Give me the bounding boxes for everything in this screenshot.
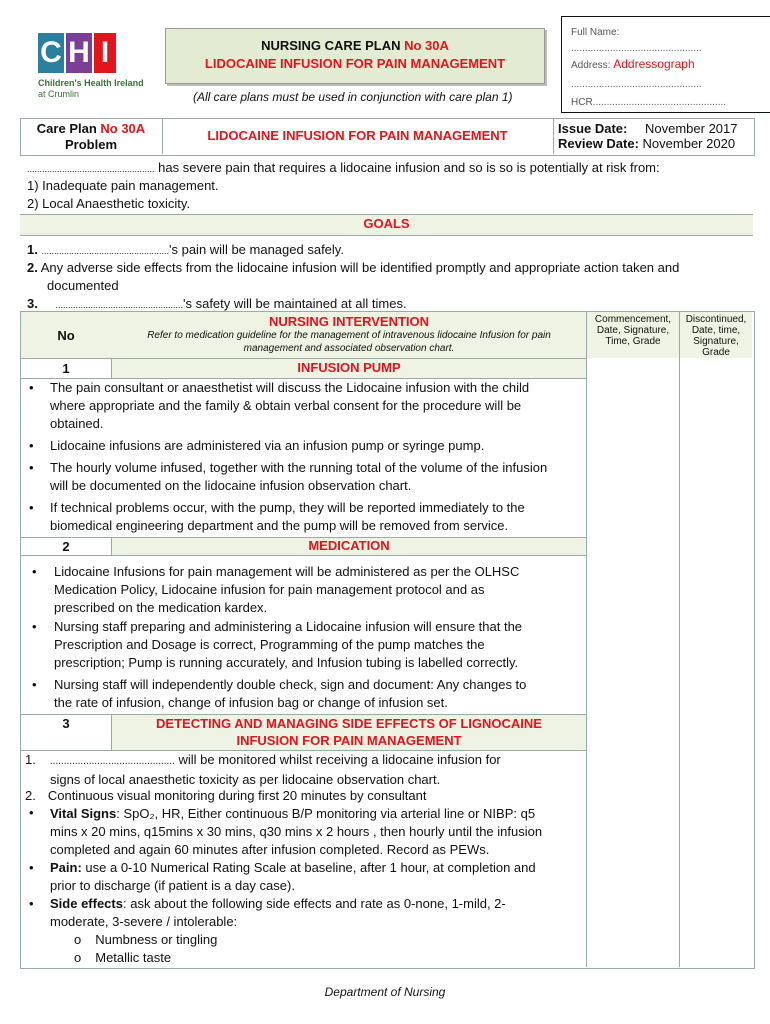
- bullet: •: [32, 677, 37, 692]
- goal-3: 3. ...................................................'s safety will be maintained at all times.: [27, 296, 407, 311]
- discontinued-column-header: Discontinued, Date, time, Signature, Grade: [685, 314, 747, 358]
- vital-signs: Vital Signs: SpO₂, HR, Either continuous B/P monitoring via arterial line or NIBP: q5 mins x 20 mins, q15mins x 30 mins, q30 mins x 2 hours , then hourly until the infusion completed and again 60 minutes after infusion completed. Record as PEWs.: [50, 806, 543, 857]
- title-line: NURSING CARE PLAN No 30A: [261, 38, 449, 53]
- intervention-reference: Refer to medication guideline for the management of intravenous lidocaine Infusion for pain management and associated observation chart.: [147, 330, 551, 354]
- patient-id-box: [561, 16, 770, 113]
- section-3-number: 3: [62, 716, 70, 731]
- goal-1: 1. ...................................................'s pain will be managed safely.: [27, 242, 344, 257]
- addressograph-value: Addressograph: [613, 57, 695, 71]
- bullet: •: [29, 500, 34, 515]
- title-subtitle: LIDOCAINE INFUSION FOR PAIN MANAGEMENT: [204, 56, 506, 71]
- section-1-number: 1: [62, 361, 70, 376]
- problem-label: Care Plan No 30A Problem: [36, 121, 146, 152]
- footer-department: Department of Nursing: [324, 985, 446, 999]
- side-effect-metallic-taste: o Metallic taste: [74, 950, 172, 965]
- logo-name: Children's Health Ireland: [38, 78, 144, 88]
- logo-location: at Crumlin: [38, 89, 80, 99]
- bullet: •: [29, 460, 34, 475]
- bullet: •: [32, 564, 37, 579]
- section-2-bullet-1: Lidocaine Infusions for pain management will be administered as per the OLHSC Medication Policy, Lidocaine infusion for pain management protocol and as prescribed on the medication kardex.: [54, 564, 520, 615]
- full-name-dots: ...............................................: [571, 43, 702, 54]
- section-3-item-2: 2. Continuous visual monitoring during first 20 minutes by consultant: [25, 788, 427, 803]
- hcr-row: HCR................................................: [571, 97, 727, 108]
- bullet: •: [29, 860, 34, 875]
- section-2-heading: MEDICATION: [308, 538, 390, 553]
- section-1-bullet-1: The pain consultant or anaesthetist will discuss the Lidocaine infusion with the child where appropriate and the family & obtain verbal consent for the procedure will be obtained.: [50, 380, 530, 431]
- section-1-bullet-4: If technical problems occur, with the pump, they will be reported immediately to the biomedical engineering department and the pump will be removed from service.: [50, 500, 525, 533]
- section-3-heading: DETECTING AND MANAGING SIDE EFFECTS OF LIGNOCAINE INFUSION FOR PAIN MANAGEMENT: [156, 716, 542, 748]
- problem-item-1: 1) Inadequate pain management.: [27, 178, 219, 193]
- address-row: Address: Addressograph: [571, 57, 695, 71]
- dates-block: Issue Date: November 2017 Review Date: November 2020: [558, 121, 738, 151]
- logo-letter-h: H: [66, 33, 92, 73]
- section-3-item-1: 1. ............................................. will be monitored whilst receiving a lidocaine infusion for signs of local anaesthetic toxicity as per lidocaine observation chart.: [25, 752, 501, 787]
- bullet: •: [29, 380, 34, 395]
- logo-letter-c: C: [38, 33, 64, 73]
- goal-2: 2. Any adverse side effects from the lidocaine infusion will be identified promptly and appropriate action taken and: [27, 260, 680, 275]
- problem-statement: ................................................... has severe pain that requires a lidocaine infusion and so is so is potentially at risk from:: [27, 160, 660, 175]
- section-2-bullet-3: Nursing staff will independently double check, sign and document: Any changes to the rate of infusion, change of infusion bag or change of infusion set.: [54, 677, 527, 710]
- care-plan-title-box: [165, 28, 545, 84]
- goals-heading: GOALS: [363, 216, 410, 231]
- bullet: •: [29, 438, 34, 453]
- bullet: •: [29, 896, 34, 911]
- problem-item-2: 2) Local Anaesthetic toxicity.: [27, 196, 191, 211]
- section-1-bullet-2: Lidocaine infusions are administered via an infusion pump or syringe pump.: [50, 438, 485, 453]
- section-2-bullet-2: Nursing staff preparing and administering a Lidocaine infusion will ensure that the Prescription and Dosage is correct, Programming of the pump matches the prescription; Pump is running accurately, and Infusion tubing is labelled correctly.: [54, 619, 523, 670]
- care-plan-title: LIDOCAINE INFUSION FOR PAIN MANAGEMENT: [207, 128, 508, 143]
- bullet: •: [32, 619, 37, 634]
- conjunction-note: (All care plans must be used in conjunction with care plan 1): [193, 90, 513, 104]
- pain-assessment: Pain: use a 0-10 Numerical Rating Scale at baseline, after 1 hour, at completion and prior to discharge (if patient is a day case).: [50, 860, 536, 893]
- logo-letter-i: I: [94, 33, 116, 73]
- bullet: •: [29, 805, 34, 820]
- section-1-bullet-3: The hourly volume infused, together with the running total of the volume of the infusion will be documented on the lidocaine infusion observation chart.: [50, 460, 548, 493]
- no-column-header: No: [57, 328, 75, 343]
- full-name-label: Full Name:: [571, 27, 620, 38]
- side-effect-numbness: o Numbness or tingling: [74, 932, 218, 947]
- address-dots: ...............................................: [571, 79, 702, 90]
- section-2-number: 2: [62, 539, 70, 554]
- goal-2-cont: documented: [47, 278, 119, 293]
- title-number: No 30A: [404, 38, 449, 53]
- side-effects: Side effects: ask about the following side effects and rate as 0-none, 1-mild, 2- moderate, 3-severe / intolerable:: [50, 896, 506, 929]
- commencement-column-header: Commencement, Date, Signature, Time, Grade: [594, 314, 672, 347]
- intervention-heading: NURSING INTERVENTION: [268, 314, 430, 329]
- section-1-heading: INFUSION PUMP: [297, 360, 401, 375]
